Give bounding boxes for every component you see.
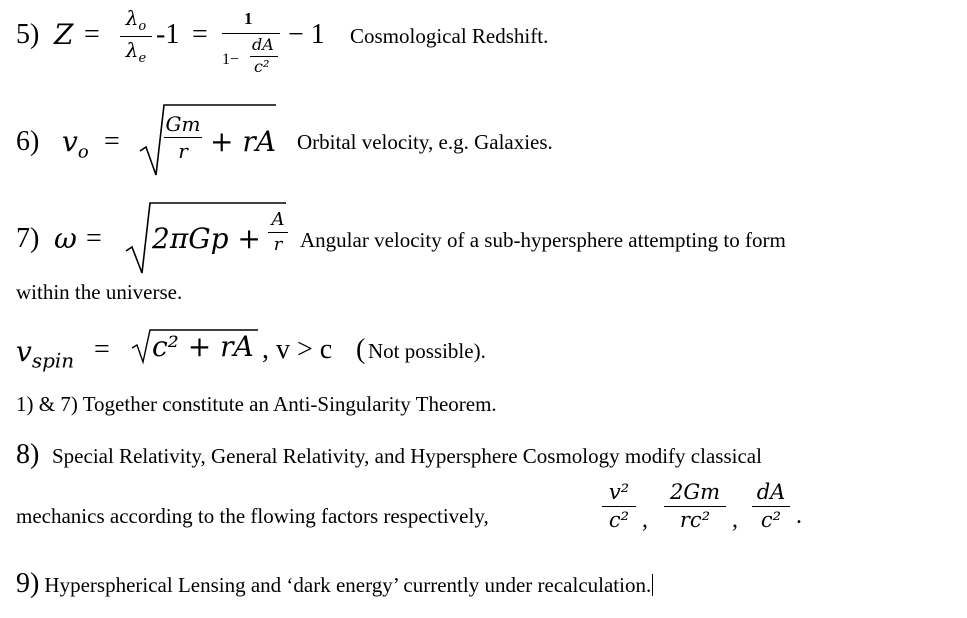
equation-9 (16, 568, 653, 600)
eq5-one-minus: 1− (222, 51, 240, 68)
vspin-comma: , (262, 334, 269, 365)
eq5-c2: c² (254, 57, 270, 76)
eq5-minus-one: -1 (156, 19, 180, 50)
eq6-plus-rA: + rA (210, 125, 276, 158)
eq5-label: 5) (16, 19, 40, 50)
eq8-end: . (796, 503, 802, 529)
eq5-dA: dA (252, 35, 274, 54)
eq8-text-line1: Special Relativity, General Relativity, and Hypersphere Cosmology modify classical (52, 444, 762, 468)
eq6-fraction: Gm r (165, 112, 201, 163)
eq7-lhs: ω (54, 222, 77, 255)
eq5-equals-2: = (192, 19, 208, 50)
eq6-lhs: $v_o$ (62, 125, 89, 163)
vspin-equals: = (94, 334, 110, 365)
anti-singularity-statement: 1) & 7) Together constitute an Anti-Singularity Theorem. (16, 392, 497, 416)
vspin-note: Not possible). (368, 339, 486, 363)
eq6-description: Orbital velocity, e.g. Galaxies. (297, 130, 553, 154)
eq5-lhs: Z (54, 18, 74, 51)
eq8-sep-1: , (642, 507, 648, 533)
eq6-equals: = (104, 126, 120, 157)
eq8-factor-hypersphere-cosmology: dA c² (752, 482, 790, 531)
eq7-description-continued: within the universe. (16, 280, 183, 304)
eq5-equals: = (84, 19, 100, 50)
eq8-text-line2: mechanics according to the flowing factors respectively, (16, 504, 489, 528)
vspin-paren-open: ( (356, 334, 366, 365)
eq7-fraction: A r (268, 211, 288, 254)
eq8-factor-special-relativity: v² c² (602, 482, 636, 531)
eq7-label: 7) (16, 223, 40, 254)
eq5-fraction-bar (222, 33, 280, 34)
vspin-condition: v > c (276, 334, 333, 365)
eq9-text: Hyperspherical Lensing and ‘dark energy’ currently under recalculation. (44, 573, 652, 597)
eq5-tail: − 1 (288, 19, 325, 50)
eq5-one: 1 (244, 9, 253, 28)
eq5-description: Cosmological Redshift. (350, 24, 549, 48)
eq6-label: 6) (16, 126, 40, 157)
eq8-sep-2: , (732, 507, 738, 533)
eq8-label: 8) (16, 439, 40, 470)
eq5-lambda-fraction: $\lambda_o$ $\lambda_e$ (120, 8, 152, 65)
eq7-equals: = (86, 223, 102, 254)
text-cursor (652, 574, 653, 596)
eq8-factor-general-relativity: 2Gm rc² (664, 482, 726, 531)
vspin-lhs: $v_{spin}$ (16, 335, 75, 373)
eq7-description: Angular velocity of a sub-hypersphere attempting to form (300, 228, 786, 252)
vspin-radicand: c² + rA (152, 330, 254, 363)
eq7-term: 2πGp + (152, 222, 261, 255)
eq9-label: 9) (16, 568, 40, 599)
